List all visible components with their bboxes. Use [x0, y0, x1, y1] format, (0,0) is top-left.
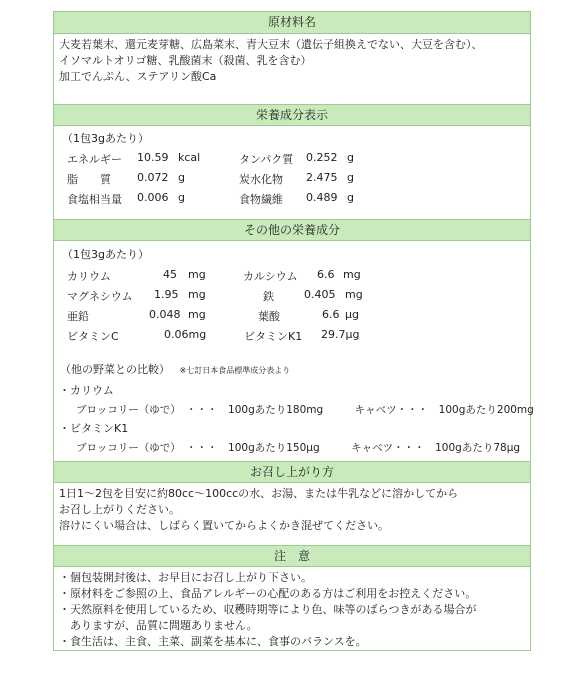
- nutrient-name: 炭水化物: [239, 173, 283, 186]
- nutrient-unit: mg: [188, 288, 206, 301]
- caution-line: ・原材料をご参照の上、食品アレルギーの心配のある方はご利用をお控えください。: [59, 587, 477, 600]
- nutrient-value: 6.6: [317, 268, 335, 281]
- nutrient-name: 亜鉛: [67, 310, 89, 323]
- nutrient-unit: mg: [345, 288, 363, 301]
- nutrient-name: タンパク質: [239, 153, 294, 166]
- nutrient-name: 脂 質: [67, 173, 111, 186]
- other-nutrients-header: その他の栄養成分: [54, 219, 530, 241]
- nutrient-unit: mg: [188, 268, 206, 281]
- caution-line: ・天然原料を使用しているため、収穫時期等により色、味等のばらつきがある場合が: [59, 603, 477, 616]
- product-label: [53, 11, 534, 651]
- caution-header: 注 意: [54, 545, 530, 567]
- nutrient-name: カリウム: [67, 270, 111, 283]
- nutrient-name: エネルギー: [67, 153, 122, 166]
- nutrient-value: 0.252: [306, 151, 338, 164]
- ingredients-line: 加工でんぷん、ステアリン酸Ca: [59, 70, 217, 83]
- nutrient-value: 10.59: [137, 151, 169, 164]
- nutrient-name: 鉄: [263, 290, 274, 303]
- comparison-title-text: （他の野菜との比較）: [60, 363, 170, 376]
- nutrient-value: 45: [163, 268, 177, 281]
- nutrient-unit: μg: [345, 308, 359, 321]
- nutrient-value: 1.95: [154, 288, 179, 301]
- nutrition-serving: （1包3gあたり）: [62, 132, 149, 145]
- comparison-potassium-line: ブロッコリー（ゆで） ・・・ 100gあたり180mg キャベツ・・・ 100gあたり200mg: [76, 404, 534, 416]
- nutrient-value: 2.475: [306, 171, 338, 184]
- howto-line: 1日1～2包を目安に約80cc～100ccの水、お湯、または牛乳などに溶かしてから: [59, 487, 459, 500]
- nutrient-name: 食物繊維: [239, 193, 283, 206]
- nutrient-value: 0.489: [306, 191, 338, 204]
- comparison-title: [60, 363, 290, 378]
- nutrient-unit: kcal: [178, 151, 201, 164]
- comparison-note: ※七訂日本食品標準成分表より: [179, 366, 291, 375]
- nutrient-name: マグネシウム: [67, 290, 133, 303]
- nutrient-value: 0.048: [149, 308, 181, 321]
- nutrient-value: 6.6: [322, 308, 340, 321]
- caution-text: [59, 570, 476, 650]
- howto-line: 溶けにくい場合は、しばらく置いてからよくかき混ぜてください。: [59, 519, 389, 532]
- nutrient-unit: g: [347, 151, 354, 164]
- other-nutrients-table: [67, 268, 527, 348]
- caution-line: ・個包装開封後は、お早目にお召し上がり下さい。: [59, 571, 312, 584]
- nutrition-table: [67, 151, 527, 211]
- nutrient-name: ビタミンK1: [244, 330, 303, 343]
- howto-header: お召し上がり方: [54, 461, 530, 483]
- nutrient-unit: mg: [343, 268, 361, 281]
- nutrient-unit: g: [347, 191, 354, 204]
- comparison-vitk-line: ブロッコリー（ゆで） ・・・ 100gあたり150μg キャベツ・・・ 100gあたり78μg: [76, 442, 521, 454]
- nutrition-header: 栄養成分表示: [54, 104, 530, 126]
- nutrient-unit: g: [347, 171, 354, 184]
- nutrient-name: 食塩相当量: [67, 193, 122, 206]
- ingredients-line: 大麦若葉末、還元麦芽糖、広島菜末、青大豆末（遺伝子組換えでない、大豆を含む）、: [59, 38, 483, 51]
- ingredients-line: イソマルトオリゴ糖、乳酸菌末（殺菌、乳を含む）: [59, 54, 312, 67]
- nutrient-value: 0.072: [137, 171, 169, 184]
- nutrient-name: カルシウム: [243, 270, 298, 283]
- nutrient-unit: g: [178, 171, 185, 184]
- nutrient-value: 0.405: [304, 288, 336, 301]
- howto-text: [59, 486, 458, 534]
- nutrient-name: ビタミンC: [67, 330, 119, 343]
- nutrient-unit: mg: [188, 308, 206, 321]
- other-serving: （1包3gあたり）: [62, 248, 149, 261]
- nutrient-value: 0.006: [137, 191, 169, 204]
- ingredients-text: [59, 37, 483, 85]
- comparison-vitk-label: ・ビタミンK1: [59, 422, 129, 435]
- comparison-potassium-label: ・カリウム: [59, 384, 114, 397]
- nutrient-name: 葉酸: [258, 310, 280, 323]
- howto-line: お召し上がりください。: [59, 503, 180, 516]
- ingredients-header: 原材料名: [54, 12, 530, 34]
- nutrient-value: 29.7μg: [321, 328, 360, 341]
- nutrient-unit: g: [178, 191, 185, 204]
- caution-line: ありますが、品質に問題ありません。: [59, 619, 258, 632]
- caution-line: ・食生活は、主食、主菜、副菜を基本に、食事のバランスを。: [59, 635, 367, 648]
- nutrient-value: 0.06mg: [164, 328, 207, 341]
